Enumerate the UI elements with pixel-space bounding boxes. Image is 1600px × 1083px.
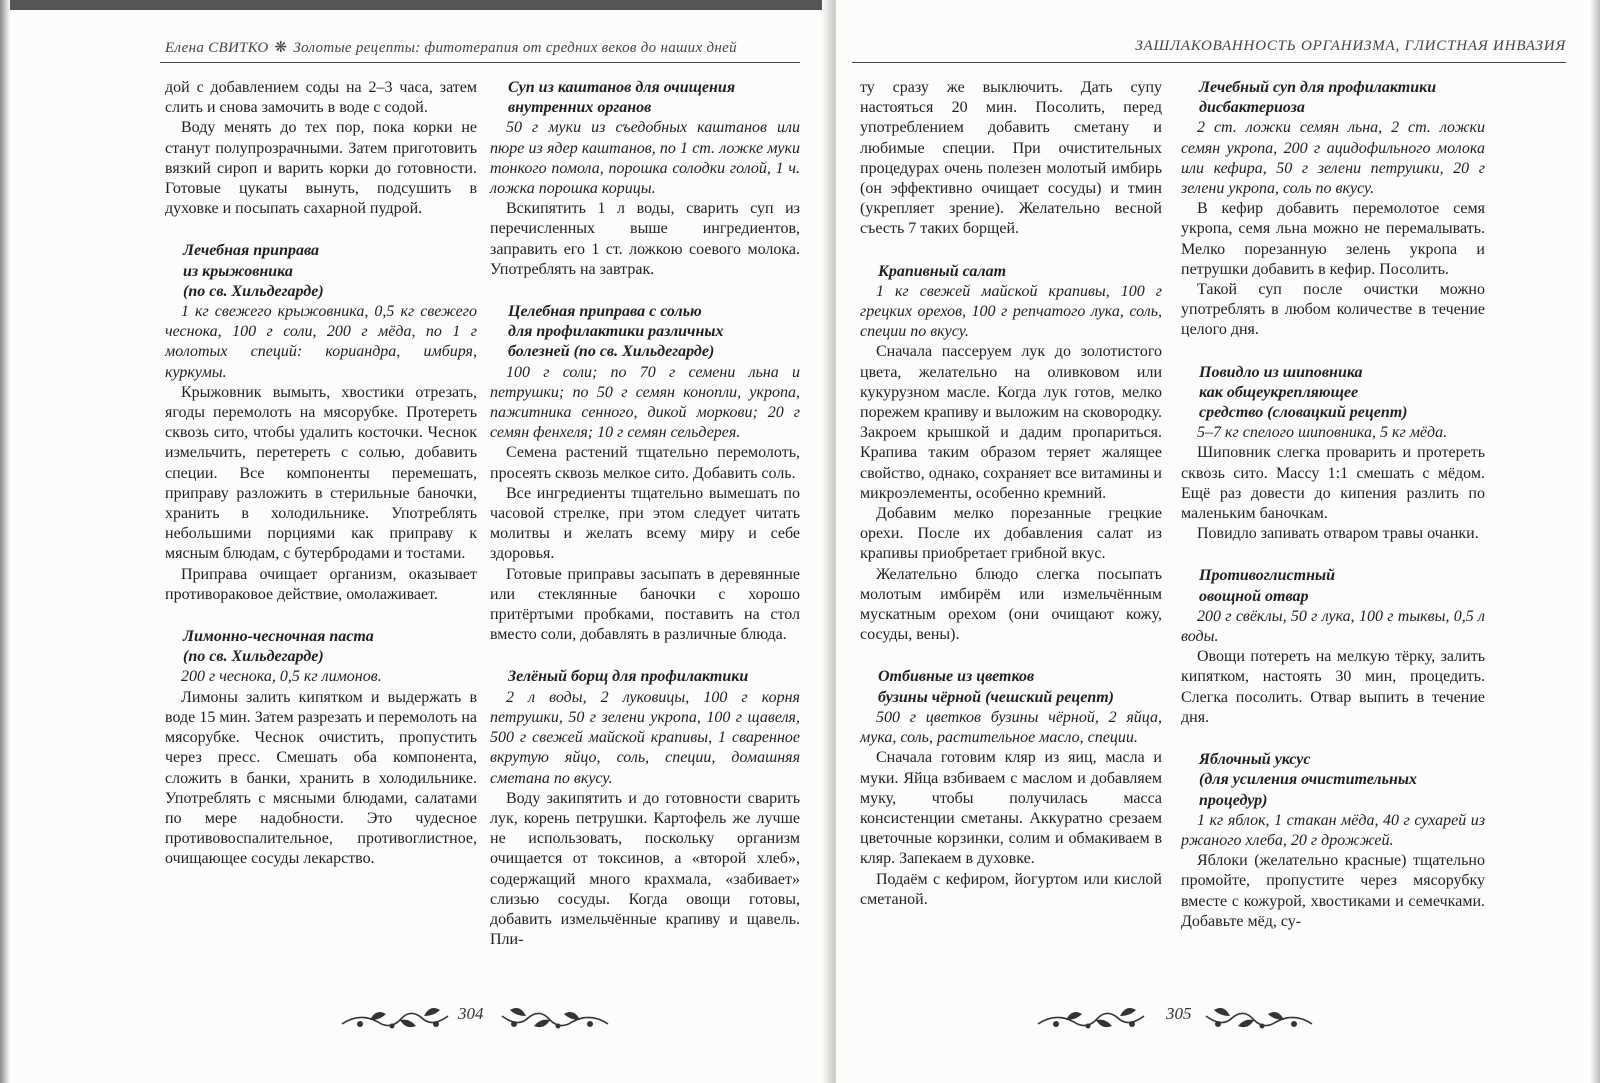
recipe-title-line: Отбивные из цветков xyxy=(878,668,1035,686)
recipe-title-line: как общеукрепляющее xyxy=(1199,383,1359,401)
recipe-title-line: Повидло из шиповника xyxy=(1199,363,1363,381)
recipe-title xyxy=(183,241,477,302)
page-number: 305 xyxy=(1166,1004,1192,1023)
right-column-2 xyxy=(1181,78,1485,932)
recipe-title-line: Целебная приправа с солью xyxy=(508,303,702,321)
recipe-ingredients: 1 кг свежей майской крапивы, 100 г грецких орехов, 100 г репчатого лука, соль, специи по вкусу. xyxy=(860,282,1162,341)
scan-edge-left xyxy=(0,0,10,1083)
recipe-title-line: Яблочный уксус xyxy=(1199,751,1311,769)
paragraph: Сначала пассеруем лук до золотистого цвета, желательно на оливковом или кукурузном масле. Когда лук готов, мелко порежем крапиву и выложим на сковородку. Закроем крышкой и дадим пропариться. Крапива таким образом теряет жалящее свойство, однако, сохраняет все витамины и микроэлементы, особенно кремний. xyxy=(860,343,1162,502)
recipe-title-line: бузины чёрной (чешский рецепт) xyxy=(878,688,1115,706)
recipe-title xyxy=(508,302,800,363)
recipe-title-line: процедур) xyxy=(1199,791,1268,809)
paragraph: Овощи потереть на мелкую тёрку, залить кипятком, настоять 30 мин, процедить. Слегка посолить. Отвар выпить в течение дня. xyxy=(1181,648,1485,726)
paragraph: Воду закипятить и до готовности сварить лук, корень петрушки. Картофель же лучше не использовать, поскольку организм очищается от токсинов, а «второй хлеб», содержащий много крахмала, «забивает» слизью сосуды. Когда овощи готовы, добавить измельчённые крапиву и щавель. Пли- xyxy=(490,789,800,949)
paragraph: Воду менять до тех пор, пока корки не станут полупрозрачными. Затем приготовить вязкий сироп и варить корки до готовности. Готовые цукаты вынуть, подсушить в духовке и посыпать сахарной пудрой. xyxy=(165,119,477,218)
recipe-title xyxy=(1199,566,1485,606)
paragraph: Повидло запивать отваром травы очанки. xyxy=(1197,525,1479,543)
paragraph: Сначала готовим кляр из яиц, масла и муки. Яйца взбиваем с маслом и добавляем муку, чтобы получилась масса консистенции сметаны. Аккуратно срезаем цветочные корзинки, солим и обмакиваем в кляр. Запекаем в духовке. xyxy=(860,749,1162,868)
paragraph: Подаём с кефиром, йогуртом или кислой сметаной. xyxy=(860,870,1162,908)
recipe-title-line: Лечебный суп для профилактики xyxy=(1199,79,1437,96)
recipe-title xyxy=(508,667,800,687)
recipe-ingredients: 200 г свёклы, 50 г лука, 100 г тыквы, 0,5 л воды. xyxy=(1181,607,1485,646)
running-head-right: ЗАШЛАКОВАННОСТЬ ОРГАНИЗМА, ГЛИСТНАЯ ИНВАЗИЯ xyxy=(1135,38,1566,54)
recipe-title-line: Крапивный салат xyxy=(878,262,1007,280)
paragraph: Яблоки (желательно красные) тщательно промойте, пропустите через мясорубку вместе с кожурой, хвостиками и семечками. Добавьте мёд, су- xyxy=(1181,852,1485,930)
right-page xyxy=(836,0,1600,1083)
recipe-title-line: для профилактики различных xyxy=(508,323,724,341)
paragraph: Такой суп после очистки можно употреблять в любом количестве в течение целого дня. xyxy=(1181,281,1485,339)
header-rule xyxy=(160,62,800,63)
recipe-ingredients: 50 г муки из съедобных каштанов или пюре из ядер каштанов, по 1 ст. ложке муки тонкого помола, порошка солодки голой, 1 ч. ложка порошка корицы. xyxy=(490,119,800,198)
recipe-title-line: болезней (по св. Хильдегарде) xyxy=(508,343,715,361)
recipe-title-line: Зелёный борщ для профилактики xyxy=(508,668,749,686)
paragraph: Лимоны залить кипятком и выдержать в воде 15 мин. Затем разрезать и перемолоть на мясорубке. Чеснок очистить, пропустить через пресс. Смешать оба компонента, сложить в банки, хранить в холодильнике. Употреблять с мясными блюдами, салатами по мере надобности. Это чудесное противовоспалительное, противоглистное, очищающее сосуды лекарство. xyxy=(165,688,477,868)
paragraph: Крыжовник вымыть, хвостики отрезать, ягоды перемолоть на мясорубке. Протереть сквозь сито, чтобы удалить косточки. Чеснок измельчить, перетереть с солью, добавить специи. Все компоненты перемешать, приправу разложить в стерильные баночки, хранить в холодильнике. Употреблять небольшими порциями как приправу к мясным блюдам, с бутербродами и тостами. xyxy=(165,383,477,563)
recipe-ingredients: 5–7 кг спелого шиповника, 5 кг мёда. xyxy=(1197,424,1448,442)
recipe-title-line: Лимонно-чесночная паста xyxy=(183,628,374,646)
recipe-title xyxy=(508,78,800,118)
recipe-ingredients: 100 г соли; по 70 г семени льна и петрушки; по 50 г семян конопли, укропа, пажитника сенного, дикой моркови; 20 г семян фенхеля; 10 г семян сельдерея. xyxy=(490,363,800,442)
paragraph: В кефир добавить перемолотое семя укропа, семя льна можно не перемалывать. Мелко порезанную зелень укропа и петрушки добавить в кефир. Посолить. xyxy=(1181,200,1485,278)
header-rule xyxy=(852,62,1566,63)
recipe-title-line: (по св. Хильдегарде) xyxy=(183,282,324,300)
page-number: 304 xyxy=(458,1004,484,1023)
left-column-2 xyxy=(490,78,800,950)
paragraph: дой с добавлением соды на 2–3 часа, затем слить и снова замочить в воде с содой. xyxy=(165,79,477,117)
recipe-title-line: Суп из каштанов для очищения xyxy=(508,79,736,96)
floral-ornament-icon xyxy=(340,1002,450,1036)
running-head-separator: ❋ xyxy=(274,40,288,56)
paragraph: Приправа очищает организм, оказывает противораковое действие, омолаживает. xyxy=(165,565,477,603)
paragraph: Шиповник слегка проварить и протереть сквозь сито. Массу 1:1 смешать с мёдом. Ещё раз довести до кипения разлить по маленьким баночкам. xyxy=(1181,444,1485,523)
recipe-title-line: дисбактериоза xyxy=(1199,99,1305,117)
paragraph: Готовые приправы засыпать в деревянные или стеклянные баночки с хорошо притёртыми пробками, поставить на стол вместо соли, добавлять в различные блюда. xyxy=(490,565,800,644)
floral-ornament-icon xyxy=(500,1002,610,1036)
paragraph: Добавим мелко порезанные грецкие орехи. После их добавления салат из крапивы приобретает грибной вкус. xyxy=(860,505,1162,563)
scan-edge-top xyxy=(0,0,830,10)
recipe-ingredients: 1 кг свежего крыжовника, 0,5 кг свежего чеснока, 100 г соли, 200 г мёда, по 1 г молотых специй: кориандра, имбиря, куркумы. xyxy=(165,303,477,381)
recipe-title xyxy=(1199,363,1485,424)
recipe-title xyxy=(1199,750,1485,811)
recipe-ingredients: 2 ст. ложки семян льна, 2 ст. ложки семян укропа, 200 г ацидофильного молока или кефира, 50 г зелени петрушки, 20 г зелени укропа, соль по вкусу. xyxy=(1181,119,1485,198)
recipe-title xyxy=(878,667,1162,707)
right-column-1 xyxy=(860,78,1162,910)
left-column-1 xyxy=(165,78,477,870)
running-head-author: Елена СВИТКО xyxy=(165,40,269,56)
recipe-ingredients: 200 г чеснока, 0,5 кг лимонов. xyxy=(181,668,382,686)
recipe-ingredients: 2 л воды, 2 луковицы, 100 г корня петрушки, 50 г зелени укропа, 100 г щавеля, 500 г свежей майской крапивы, 1 сваренное вкрутую яйцо, соль, специи, домашняя сметана по вкусу. xyxy=(490,688,800,787)
recipe-title xyxy=(1199,78,1485,118)
paragraph: ту сразу же выключить. Дать супу настояться 20 мин. Посолить, перед употреблением добавить сметану и любимые специи. При очистительных процедурах очень полезен молотый имбирь (он эффективно очищает сосуды) и тмин (укрепляет зрение). Желательно весной съесть 7 таких борщей. xyxy=(860,79,1162,238)
recipe-ingredients: 500 г цветков бузины чёрной, 2 яйца, мука, соль, растительное масло, специи. xyxy=(860,708,1162,747)
running-head-title: Золотые рецепты: фитотерапия от средних веков до наших дней xyxy=(293,40,737,56)
paragraph: Все ингредиенты тщательно вымешать по часовой стрелке, при этом следует читать молитвы и желать всему миру и себе здоровья. xyxy=(490,484,800,563)
recipe-title xyxy=(183,627,477,667)
paragraph: Вскипятить 1 л воды, сварить суп из перечисленных выше ингредиентов, заправить его 1 ст. ложкою соевого молока. Употреблять на завтрак. xyxy=(490,200,800,278)
recipe-title-line: (для усиления очистительных xyxy=(1199,771,1417,789)
recipe-title-line: средство (словацкий рецепт) xyxy=(1199,404,1408,422)
recipe-title-line: (по св. Хильдегарде) xyxy=(183,648,324,666)
recipe-ingredients: 1 кг яблок, 1 стакан мёда, 40 г сухарей из ржаного хлеба, 20 г дрожжей. xyxy=(1181,811,1485,849)
floral-ornament-icon xyxy=(1036,1002,1146,1036)
recipe-title-line: из крыжовника xyxy=(183,262,293,280)
recipe-title-line: внутренних органов xyxy=(508,99,652,117)
recipe-title-line: овощной отвар xyxy=(1199,587,1309,605)
paragraph: Семена растений тщательно перемолоть, просеять сквозь мелкое сито. Добавить соль. xyxy=(490,444,800,482)
recipe-title xyxy=(878,262,1162,282)
recipe-title-line: Лечебная приправа xyxy=(183,242,319,260)
recipe-title-line: Противоглистный xyxy=(1199,567,1335,585)
paragraph: Желательно блюдо слегка посыпать молотым имбирём или измельчённым мускатным орехом (они очищают кожу, сосуды, вены). xyxy=(860,565,1162,644)
scan-edge-right xyxy=(1590,0,1600,1083)
running-head-left xyxy=(165,38,737,57)
floral-ornament-icon xyxy=(1204,1002,1314,1036)
